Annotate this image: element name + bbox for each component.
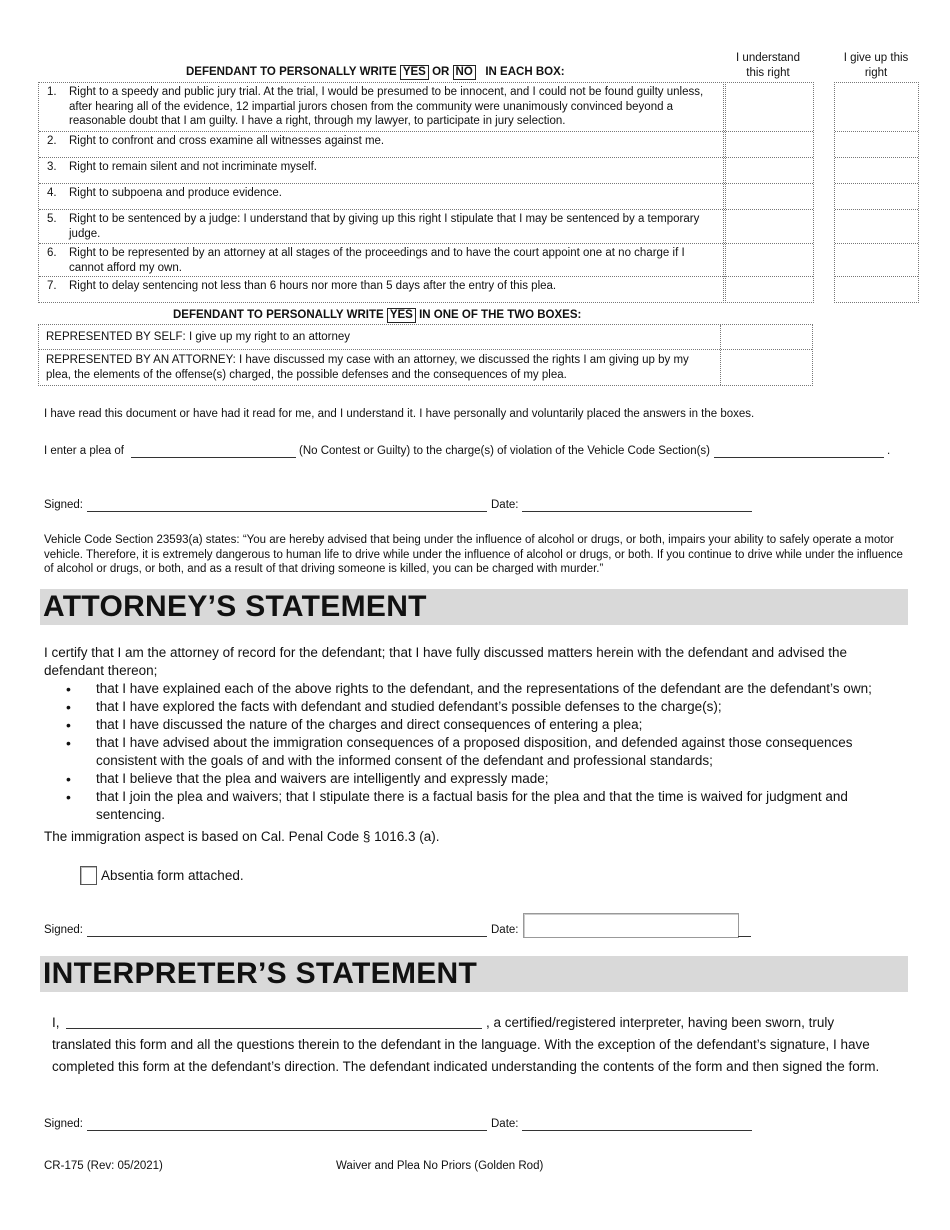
attorney-date-input[interactable]: [523, 913, 739, 938]
interpreter-signed-label: Signed:: [44, 1118, 84, 1130]
right-number: 5.: [47, 213, 57, 225]
understand-box[interactable]: [724, 157, 813, 183]
understand-box[interactable]: [724, 131, 813, 157]
interpreter-name-input[interactable]: [66, 1012, 482, 1029]
right-number: 1.: [47, 86, 57, 98]
understand-box[interactable]: [724, 183, 813, 209]
represented-by-attorney-text: REPRESENTED BY AN ATTORNEY: I have discussed my case with an attorney, we discussed the rights I am giving up by my plea, the elements of the offense(s) charged, the possible defenses and the consequences of my plea.: [46, 354, 689, 381]
understand-column: [723, 82, 814, 303]
yes-label: YES: [400, 65, 429, 80]
plea-prefix: I enter a plea of: [44, 445, 124, 457]
representation-header-suffix: IN ONE OF THE TWO BOXES:: [419, 309, 582, 321]
attorney-statement-bar: [40, 589, 908, 625]
absentia-checkbox[interactable]: [80, 866, 97, 885]
interpreter-prefix: I,: [52, 1015, 60, 1030]
defendant-date-label: Date:: [491, 499, 519, 511]
right-row: [39, 157, 725, 183]
representation-table: [38, 324, 813, 386]
attorney-certifications: [44, 680, 906, 824]
understand-box[interactable]: [724, 276, 813, 302]
defendant-date-input[interactable]: [522, 498, 752, 512]
right-row: [39, 209, 725, 243]
certification-item: • that I have explored the facts with defendant and studied defendant’s possible defenses to the charge(s);: [44, 698, 906, 716]
right-text: Right to remain silent and not incriminate myself.: [69, 161, 317, 173]
certification-item: • that I believe that the plea and waivers are intelligently and expressly made;: [44, 770, 906, 788]
give-up-box[interactable]: [835, 157, 918, 183]
defendant-signature-input[interactable]: [87, 498, 487, 512]
or-label: OR: [432, 66, 450, 78]
plea-middle: (No Contest or Guilty) to the charge(s) of violation of the Vehicle Code Section(s): [299, 445, 711, 457]
represented-by-attorney-box[interactable]: [720, 350, 812, 385]
plea-input[interactable]: [131, 444, 296, 458]
column-header-understand: I understand this right: [736, 52, 800, 79]
attorney-signature-input[interactable]: [87, 923, 487, 937]
interpreter-statement-title: INTERPRETER’S STATEMENT: [43, 957, 478, 990]
certification-item: • that I have discussed the nature of the charges and direct consequences of entering a plea;: [44, 716, 906, 734]
defendant-signed-label: Signed:: [44, 499, 84, 511]
column-header-give-up: I give up this right: [843, 52, 909, 79]
understand-box[interactable]: [724, 243, 813, 276]
give-up-box[interactable]: [835, 131, 918, 157]
give-up-box[interactable]: [835, 243, 918, 276]
right-row: [39, 243, 725, 276]
form-id: CR-175 (Rev: 05/2021): [44, 1160, 163, 1172]
right-row: [39, 131, 725, 157]
representation-row: [39, 325, 812, 350]
right-text: Right to be represented by an attorney at all stages of the proceedings and to have the court appoint one at no charge if I cannot afford my own.: [69, 247, 685, 274]
attorney-statement-title: ATTORNEY’S STATEMENT: [43, 590, 427, 623]
give-up-box[interactable]: [835, 276, 918, 302]
give-up-box[interactable]: [835, 83, 918, 131]
no-label: NO: [453, 65, 476, 80]
right-row: [39, 183, 725, 209]
representation-header-prefix: DEFENDANT TO PERSONALLY WRITE: [173, 309, 384, 321]
understand-box[interactable]: [724, 209, 813, 243]
plea-end: .: [887, 445, 891, 457]
right-text: Right to a speedy and public jury trial. At the trial, I would be presumed to be innocent, and I could not be found guilty unless, after hearing all of the evidence, 12 impartial jurors chosen from the community were unanimously convinced beyond a reasonable doubt that I am guilty. I have a right, through my lawyer, to participate in jury selection.: [69, 86, 704, 127]
right-text: Right to subpoena and produce evidence.: [69, 187, 282, 199]
interpreter-text-line-3: completed this form at the defendant’s direction. The defendant indicated understanding the contents of the form and then signed the form.: [52, 1059, 880, 1074]
vehicle-code-statement: Vehicle Code Section 23593(a) states: “You are hereby advised that being under the influence of alcohol or drugs, or both, impairs your ability to safely operate a motor vehicle. Therefore, it is extremely dangerous to human life to drive while under the influence of alcohol or drugs, or both. If you continue to drive while under the influence of alcohol or drugs, or both, and as a result of that driving someone is killed, you can be charged with murder.”: [44, 534, 903, 575]
attorney-intro: I certify that I am the attorney of record for the defendant; that I have fully discussed matters herein with the defendant and advised the defendant thereon;: [44, 645, 847, 678]
read-statement: I have read this document or have had it read for me, and I understand it. I have personally and voluntarily placed the answers in the boxes.: [44, 408, 755, 420]
interpreter-date-label: Date:: [491, 1118, 519, 1130]
right-number: 7.: [47, 280, 57, 292]
right-text: Right to be sentenced by a judge: I understand that by giving up this right I stipulate that I may be sentenced by a temporary judge.: [69, 213, 700, 240]
understand-box[interactable]: [724, 83, 813, 131]
give-up-column: [834, 82, 919, 303]
attorney-signed-label: Signed:: [44, 924, 84, 936]
give-up-box[interactable]: [835, 183, 918, 209]
right-text: Right to confront and cross examine all witnesses against me.: [69, 135, 385, 147]
right-row: [39, 276, 725, 302]
certification-item: • that I join the plea and waivers; that I stipulate there is a factual basis for the plea and that the time is waived for judgment and sentencing.: [44, 788, 906, 824]
rights-header: [186, 65, 565, 80]
rights-header-prefix: DEFENDANT TO PERSONALLY WRITE: [186, 66, 397, 78]
right-row: [39, 83, 725, 131]
immigration-statement: The immigration aspect is based on Cal. Penal Code § 1016.3 (a).: [44, 829, 440, 844]
right-number: 3.: [47, 161, 57, 173]
rights-header-suffix: IN EACH BOX:: [485, 66, 565, 78]
represented-by-self-box[interactable]: [720, 325, 812, 349]
representation-row: [39, 350, 812, 385]
right-text: Right to delay sentencing not less than 6 hours nor more than 5 days after the entry of this plea.: [69, 280, 557, 292]
right-number: 6.: [47, 247, 57, 259]
give-up-box[interactable]: [835, 209, 918, 243]
certification-item: • that I have advised about the immigration consequences of a proposed disposition, and defended against those consequences consistent with the goals of and with the informed consent of the defendant and professional standards;: [44, 734, 906, 770]
absentia-label: Absentia form attached.: [101, 868, 244, 883]
vehicle-code-section-input[interactable]: [714, 444, 884, 458]
interpreter-text-line-1: , a certified/registered interpreter, having been sworn, truly: [486, 1015, 835, 1030]
attorney-date-label: Date:: [491, 924, 519, 936]
interpreter-signature-input[interactable]: [87, 1117, 487, 1131]
certification-item: • that I have explained each of the above rights to the defendant, and the representations of the defendant are the defendant’s own;: [44, 680, 906, 698]
representation-header: [173, 308, 581, 323]
attorney-date-underline: [738, 923, 751, 937]
interpreter-date-input[interactable]: [522, 1117, 752, 1131]
yes-label: YES: [387, 308, 416, 323]
right-number: 2.: [47, 135, 57, 147]
form-name: Waiver and Plea No Priors (Golden Rod): [336, 1160, 544, 1172]
right-number: 4.: [47, 187, 57, 199]
rights-table: [38, 82, 726, 303]
represented-by-self-text: REPRESENTED BY SELF: I give up my right to an attorney: [46, 331, 351, 343]
interpreter-text-line-2: translated this form and all the questions therein to the defendant in the language. With the exception of the defendant’s signature, I have: [52, 1037, 870, 1052]
interpreter-statement-bar: [40, 956, 908, 992]
